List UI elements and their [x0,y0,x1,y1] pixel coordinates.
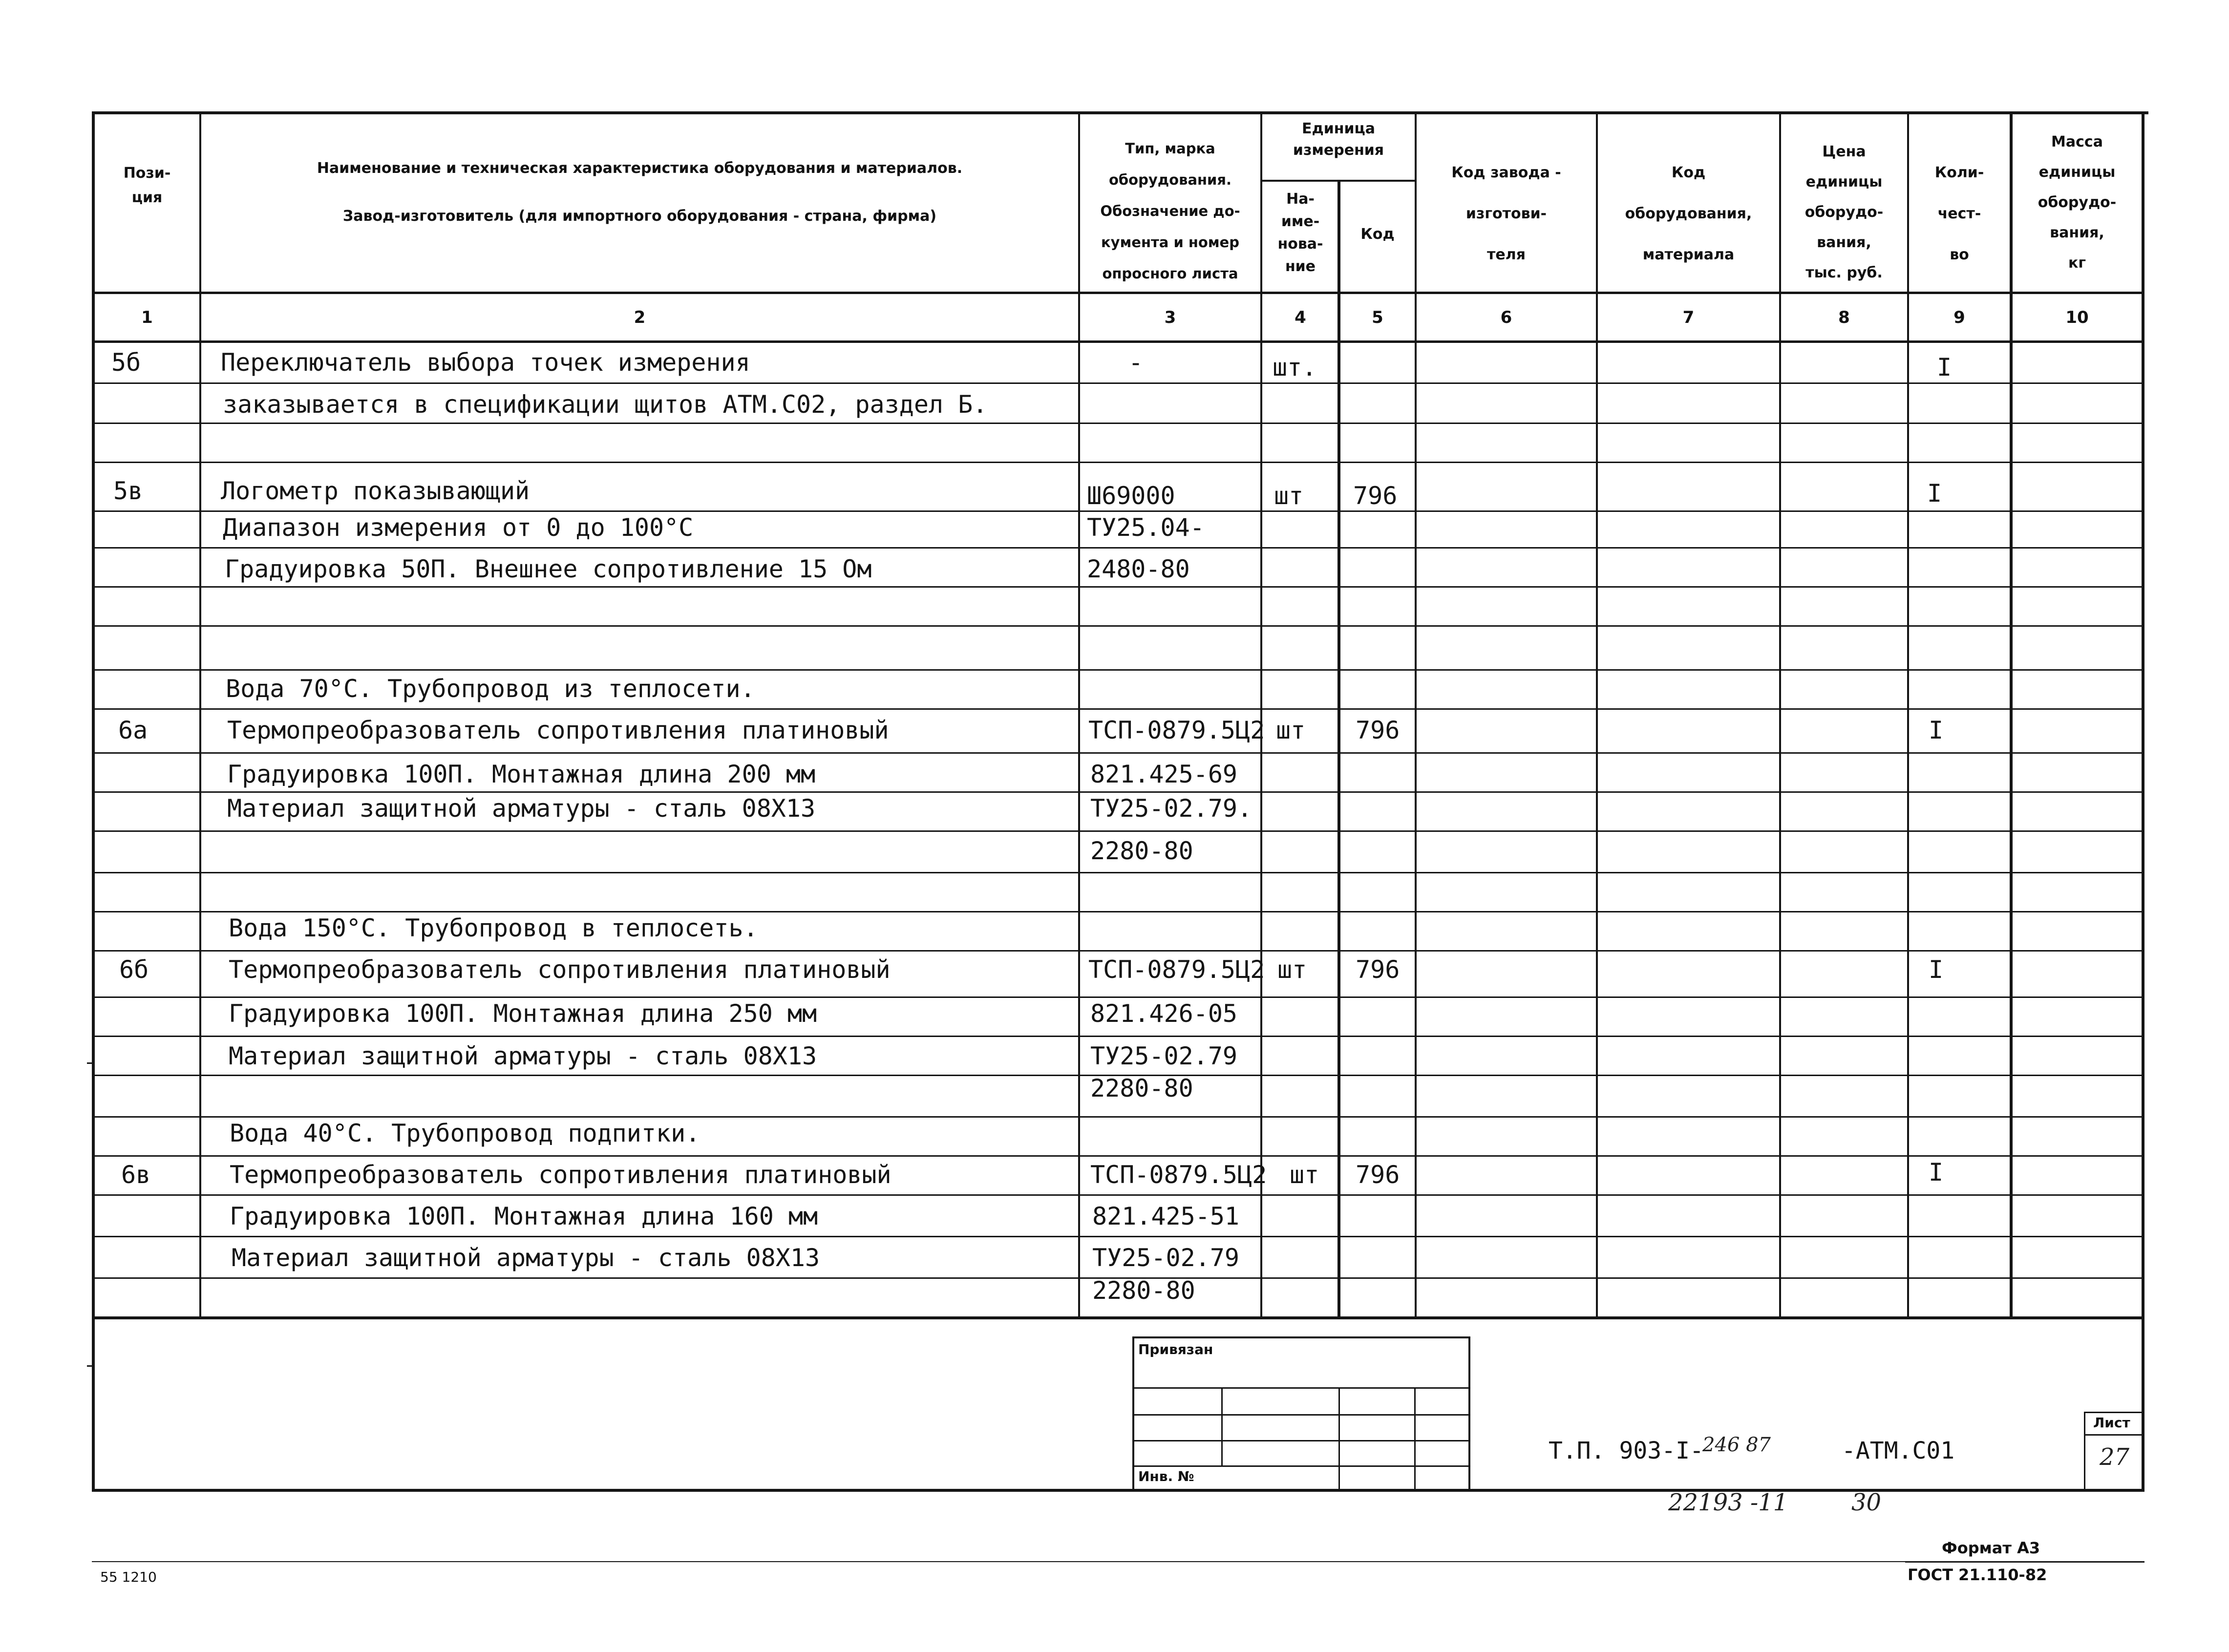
row-name: Градуировка 100П. Монтажная длина 160 мм [230,1202,818,1230]
row-position: 6а [118,716,148,744]
column-number-1: 1 [141,308,153,327]
column-number-2: 2 [634,308,646,327]
row-name: Градуировка 50П. Внешнее сопротивление 15 Ом [225,555,872,583]
column-number-10: 10 [2065,308,2089,327]
row-unit: шт [1290,1161,1319,1189]
row-unit: шт [1274,482,1304,510]
row-type: ТСП-0879.5Ц2 [1088,955,1265,984]
column-number-4: 4 [1295,308,1306,327]
privyazan-label: Привязан [1138,1341,1213,1357]
row-name: Материал защитной арматуры - сталь 08Х13 [232,1244,820,1272]
column-number-9: 9 [1953,308,1965,327]
row-name: Переключатель выбора точек измерения [221,348,750,377]
row-type: ТУ25-02.79 [1092,1244,1240,1272]
column-number-6: 6 [1500,308,1512,327]
row-name: Вода 40°С. Трубопровод подпитки. [230,1119,701,1147]
row-name: Вода 150°С. Трубопровод в теплосеть. [229,914,758,942]
row-name: Материал защитной арматуры - сталь 08Х13 [227,794,816,823]
row-unit: шт [1276,716,1306,744]
row-quantity: I [1929,955,1944,984]
row-code: 796 [1353,482,1398,510]
header-quantity: Коли- чест- во [1934,164,1984,263]
gost-standard: ГОСТ 21.110-82 [1908,1566,2047,1584]
document-designation-handwritten: 246 87 [1702,1434,1771,1456]
header-name-line1: Наименование и техническая характеристика оборудования и материалов. [317,160,963,177]
row-type: 821.426-05 [1090,999,1238,1028]
header-factory-code: Код завода - изготови- теля [1451,164,1561,263]
column-number-8: 8 [1838,308,1850,327]
row-quantity: I [1937,353,1952,381]
row-name: Термопреобразователь сопротивления платиновый [229,955,891,984]
row-name: Термопреобразователь сопротивления платиновый [230,1161,892,1189]
row-name: Градуировка 100П. Монтажная длина 250 мм [229,999,817,1028]
row-type: Ш69000 [1087,482,1175,510]
header-equipment-code: Код оборудования, материала [1625,164,1752,263]
row-unit: шт [1277,955,1307,984]
row-name: Логометр показывающий [221,477,530,505]
row-type: 2280-80 [1092,1276,1195,1305]
header-type: Тип, марка оборудования. Обозначение до- кумента и номер опросного листа [1100,140,1240,282]
row-position: 5б [111,348,141,377]
row-type: 2480-80 [1087,555,1190,583]
form-code: 55 1210 [100,1569,157,1585]
row-type: 821.425-51 [1092,1202,1240,1230]
header-unit-code: Код [1360,226,1395,243]
row-name: Материал защитной арматуры - сталь 08Х13 [229,1042,817,1070]
header-unit-name: На- име- нова- ние [1277,191,1323,275]
row-type: ТУ25.04- [1087,513,1205,542]
header-unit: Единица измерения [1293,120,1384,159]
row-type: ТУ25-02.79. [1090,794,1252,823]
row-quantity: I [1929,716,1944,744]
row-type: ТСП-0879.5Ц2 [1088,716,1265,744]
header-name-line2: Завод-изготовитель (для импортного оборудования - страна, фирма) [342,208,937,225]
header-mass: Масса единицы оборудо- вания, кг [2038,133,2117,272]
handwritten-note: 22193 -11 [1668,1489,1788,1516]
row-unit: шт. [1273,353,1317,381]
header-position: Пози- ция [123,165,171,206]
column-number-3: 3 [1164,308,1176,327]
row-type: 2280-80 [1090,1074,1193,1102]
row-quantity: I [1927,479,1942,508]
row-quantity: I [1929,1158,1944,1186]
row-type: ТСП-0879.5Ц2 [1090,1161,1267,1189]
row-position: 6в [121,1161,151,1189]
sheet-number: 27 [2100,1443,2130,1471]
column-number-7: 7 [1682,308,1695,327]
row-name: заказывается в спецификации щитов АТМ.С02, раздел Б. [223,390,988,419]
row-name: Градуировка 100П. Монтажная длина 200 мм [227,760,816,788]
row-code: 796 [1356,1161,1400,1189]
row-code: 796 [1356,716,1400,744]
document-designation-prefix: Т.П. 903-I- [1549,1437,1704,1464]
row-type: 2280-80 [1090,837,1193,865]
row-position: 5в [113,477,143,505]
row-type: 821.425-69 [1090,760,1238,788]
sheet-label: Лист [2093,1415,2130,1431]
header-price: Цена единицы оборудо- вания, тыс. руб. [1804,143,1884,281]
row-type: ТУ25-02.79 [1090,1042,1238,1070]
handwritten-note: 30 [1851,1489,1882,1516]
inventory-number-label: Инв. № [1138,1468,1194,1484]
row-name: Диапазон измерения от 0 до 100°С [223,513,694,542]
row-position: 6б [119,955,149,984]
column-number-5: 5 [1372,308,1383,327]
row-name: Вода 70°С. Трубопровод из теплосети. [226,675,755,703]
row-code: 796 [1356,955,1400,984]
row-name: Термопреобразователь сопротивления платиновый [227,716,889,744]
row-type: - [1128,348,1144,377]
document-designation-suffix: -АТМ.С01 [1842,1437,1955,1464]
paper-format: Формат А3 [1942,1539,2040,1557]
